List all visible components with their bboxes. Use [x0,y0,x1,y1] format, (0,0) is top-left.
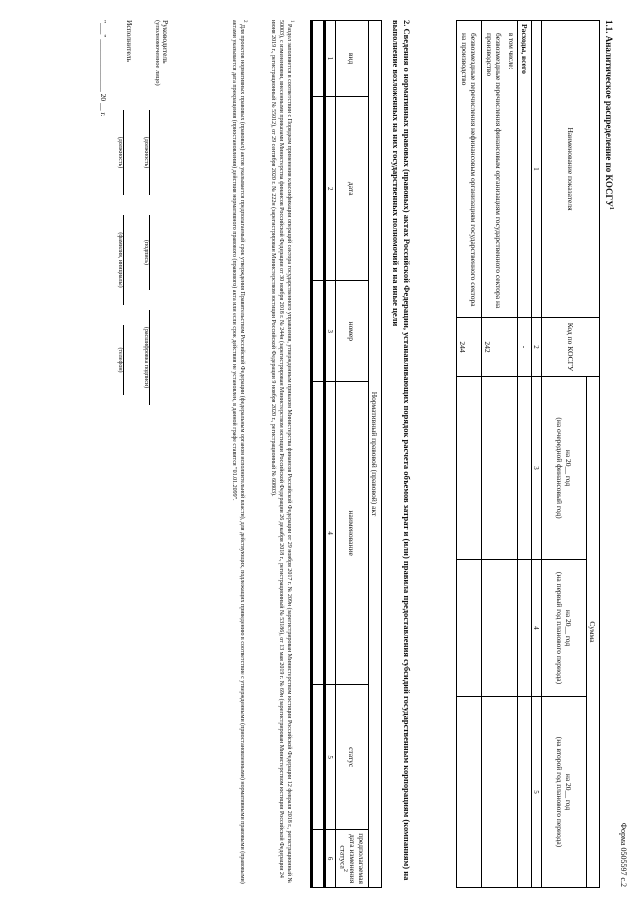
value-cell[interactable] [482,560,507,697]
value-cell[interactable] [482,377,507,560]
value-cell[interactable] [506,697,518,888]
footnote-1 [269,20,295,888]
value-cell[interactable] [518,697,532,888]
header-year-1-label: на 20__ год [564,449,573,487]
section-1-title-text: 1.1. Аналитическое распределение по КОСГУ [604,20,614,207]
column-number: 4 [325,382,336,685]
kosgu-table [456,20,600,888]
signing-date[interactable] [99,20,108,116]
column-numbers-row [325,21,336,888]
form-number: Форма 0505597 с.2 [619,822,628,887]
header-year-2-note: (на первый год планового периода) [555,571,564,685]
executor-label: Исполнитель [125,20,134,62]
column-number: 5 [532,697,542,888]
section-1-title-note: 1 [608,206,614,210]
value-cell[interactable] [506,560,518,697]
cell[interactable] [312,685,325,830]
header-year-3-label: на 20__ год [564,773,573,811]
head-decoding-field[interactable] [143,310,161,405]
column-number: 1 [325,21,336,97]
cell[interactable] [312,97,325,281]
head-signature-caption: (подпись) [143,240,149,265]
signing-date-day-month: "___" ______________ [99,20,108,92]
table-row [506,21,518,888]
column-number: 5 [325,685,336,830]
row-code: - [518,318,532,377]
row-name: в том числе: [506,21,518,318]
footnote-2-mark: 2 [242,20,247,23]
table-row [457,21,482,888]
executor-phone-caption: (телефон) [117,347,123,373]
head-position-caption: (должность) [143,136,149,169]
executor-phone-field[interactable] [117,325,135,395]
header-naimenovanie: наименование [336,382,369,685]
column-number: 1 [532,21,542,318]
column-number: 2 [532,318,542,377]
executor-fio-field[interactable] [117,215,135,305]
row-name: Расходы, всего [518,21,532,318]
column-number: 2 [325,97,336,281]
header-year-2-label: на 20__ год [564,609,573,647]
executor-position-field[interactable] [117,110,135,195]
head-decoding-caption: (расшифровка подписи) [143,326,149,389]
column-number: 6 [325,830,336,888]
cell[interactable] [312,281,325,382]
cell[interactable] [312,382,325,685]
header-vid: вид [336,21,369,97]
row-code: 244 [457,318,482,377]
header-pred-text: предполагаемая дата изменения статуса [338,833,366,884]
header-pred-note: 2 [341,868,348,872]
header-predpolagaemaya-data [336,830,369,888]
header-year-1 [542,377,587,560]
value-cell[interactable] [457,377,482,560]
header-year-3 [542,697,587,888]
header-indicator-name: Наименование показателя [542,21,600,318]
legal-acts-table [310,20,382,888]
cell[interactable] [312,21,325,97]
value-cell[interactable] [518,560,532,697]
head-label [154,20,170,86]
header-year-1-note: (на очередной финансовый год) [555,417,564,519]
header-legal-act-group: Нормативный правовой (правовой) акт [369,21,382,888]
header-status: статус [336,685,369,830]
table-row [482,21,507,888]
value-cell[interactable] [457,697,482,888]
header-year-3-note: (на второй год планового периода) [555,736,564,848]
executor-fio-caption: (фамилия, инициалы) [117,232,123,288]
signing-date-year: 20 __ г. [99,93,108,117]
footnote-1-text: Раздел заполняется в соответствии с Порядком применения классификации операций сектора государственного управления, утвержденным приказом Министерства финансов Российской Федерации от 29 ноября 2017 г. № 209н (зарегистрирован Министерством юстиции Российской Федерации 12 февраля 2018 г., регистрационный № 50003), с изменениями, внесенными приказами Министерства финансов Российской Федерации от 30 ноября 2018 г. № 244н (зарегистрирован Министерством юстиции Российской Федерации 26 декабря 2018 г., регистрационный № 53186), от 13 мая 2019 г. № 69н (зарегистрирован Министерством юстиции Российской Федерации 24 июня 2019 г., регистрационный № 55012), от 29 сентября 2020 г. № 222н (зарегистрирован Министерством юстиции Российской Федерации 9 ноября 2020 г., регистрационный № 60803). [270,20,292,884]
value-cell[interactable] [482,697,507,888]
column-number: 4 [532,560,542,697]
executor-position-caption: (должность) [117,136,123,169]
section-1-title [604,20,614,210]
head-label-line-1: Руководитель [161,20,170,64]
footnote-2-text: Для проектов нормативных правовых (правовых) актов указывается предполагаемый срок утверждения Правительством Российской Федерации (федеральным органом исполнительной власти), для действующих, подлежащих приведению в соответствие с утвержденными (приостановленными) нормативными правовыми (правовыми) актами указывается дата прекращения (приостановления) действия нормативного правового (правового) акта или если срок действия не установлен, в данной графе ставится "01.01.2099". [231,20,245,884]
section-2-title: 2. Сведения о нормативных правовых (правовых) актах Российской Федерации, устанавливающих порядок расчета объемов затрат и (или) правила предоставления субсидий государственным корпорациям (компаниям) на выполнение возложенных на них государственных полномочий и на иные цели [391,20,412,881]
table-row [312,21,325,888]
footnote-2 [230,20,248,888]
header-sum: Сумма [587,377,600,888]
value-cell[interactable] [457,560,482,697]
head-signature-field[interactable] [143,215,161,290]
header-nomer: номер [336,281,369,382]
header-year-2 [542,560,587,697]
value-cell[interactable] [518,377,532,560]
column-number: 3 [532,377,542,560]
head-label-line-2: (уполномоченное лицо) [154,20,161,86]
header-data: дата [336,97,369,281]
row-code: 242 [482,318,507,377]
header-kosgu-code: Код по КОСГУ [542,318,600,377]
row-name: безвозмездные перечисления финансовым организациям государственного сектора на производство [482,21,507,318]
column-numbers-row [532,21,542,888]
cell[interactable] [312,830,325,888]
row-code [506,318,518,377]
footnote-1-mark: 1 [289,20,294,23]
head-position-field[interactable] [143,110,161,195]
value-cell[interactable] [506,377,518,560]
table-row [518,21,532,888]
column-number: 3 [325,281,336,382]
row-name: безвозмездные перечисления нефинансовым организациям государственного сектора на производство [457,21,482,318]
